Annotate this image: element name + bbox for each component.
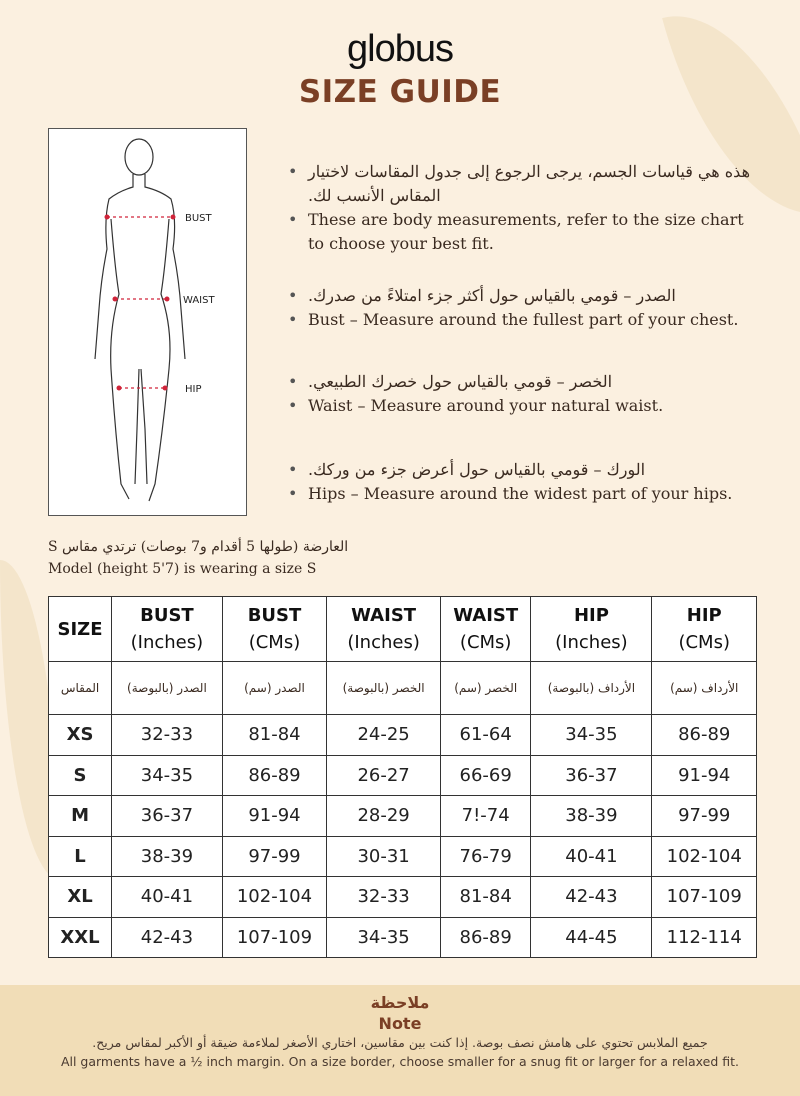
table-row <box>49 755 757 796</box>
column-header-title: SIZE <box>57 618 103 640</box>
measurement-instructions <box>288 160 758 534</box>
table-row <box>49 877 757 918</box>
measurement-cell: 34-35 <box>327 917 441 958</box>
measurement-cell: 112-114 <box>652 917 757 958</box>
instruction-ar: • هذه هي قياسات الجسم، يرجى الرجوع إلى جدول المقاسات لاختيار المقاس الأنسب لك. <box>288 160 758 208</box>
arabic-column-header: الصدر (سم) <box>222 662 326 715</box>
table-row <box>49 917 757 958</box>
measurement-cell: 40-41 <box>531 836 652 877</box>
measurement-cell: 26-27 <box>327 755 441 796</box>
measurement-cell: 38-39 <box>531 796 652 837</box>
measurement-cell: 97-99 <box>222 836 326 877</box>
measurement-cell: 91-94 <box>222 796 326 837</box>
model-info-ar: العارضة (طولها 5 أقدام و7 بوصات) ترتدي مقاس S <box>48 539 349 555</box>
note-text-ar: جميع الملابس تحتوي على هامش نصف بوصة. إذا كنت بين مقاسين، اختاري الأصغر لملاءمة ضيقة أو الأكبر لمقاس مريح. <box>92 1035 708 1050</box>
note-title-en: Note <box>378 1014 422 1033</box>
body-measurement-figure <box>48 128 247 516</box>
bust-label: BUST <box>185 213 212 224</box>
measurement-cell: 61-64 <box>441 715 531 756</box>
measurement-cell: 76-79 <box>441 836 531 877</box>
measurement-cell: 32-33 <box>327 877 441 918</box>
measurement-cell: 102-104 <box>652 836 757 877</box>
waist-instruction-ar: • الخصر – قومي بالقياس حول خصرك الطبيعي. <box>288 370 758 394</box>
arabic-header-row <box>49 662 757 715</box>
size-cell: L <box>49 836 112 877</box>
hip-label: HIP <box>185 384 202 395</box>
measurement-cell: 81-84 <box>441 877 531 918</box>
measurement-cell: 44-45 <box>531 917 652 958</box>
column-header-unit: (CMs) <box>678 632 730 653</box>
column-header <box>112 597 223 662</box>
measurement-cell: 86-89 <box>441 917 531 958</box>
measurement-cell: 30-31 <box>327 836 441 877</box>
table-row <box>49 715 757 756</box>
model-info-en: Model (height 5'7) is wearing a size S <box>48 561 317 577</box>
arabic-column-header: الأرداف (سم) <box>652 662 757 715</box>
size-cell: XS <box>49 715 112 756</box>
brand-logo: globus <box>347 28 453 70</box>
measurement-cell: 42-43 <box>112 917 223 958</box>
measurement-cell: 34-35 <box>531 715 652 756</box>
header-row <box>49 597 757 662</box>
size-chart-table <box>48 596 757 958</box>
measurement-cell: 34-35 <box>112 755 223 796</box>
measurement-cell: 97-99 <box>652 796 757 837</box>
table-row <box>49 836 757 877</box>
waist-instruction-en: • Waist – Measure around your natural waist. <box>288 394 758 418</box>
measurement-cell: 36-37 <box>531 755 652 796</box>
note-title-ar: ملاحظة <box>370 993 430 1012</box>
measurement-cell: 107-109 <box>222 917 326 958</box>
column-header-unit: (Inches) <box>555 632 628 653</box>
column-header <box>49 597 112 662</box>
note-section <box>0 985 800 1096</box>
measurement-cell: 42-43 <box>531 877 652 918</box>
column-header-unit: (Inches) <box>347 632 420 653</box>
column-header-title: WAIST <box>351 605 417 626</box>
column-header-title: WAIST <box>453 605 519 626</box>
measurement-cell: 86-89 <box>652 715 757 756</box>
measurement-cell: 40-41 <box>112 877 223 918</box>
size-cell: S <box>49 755 112 796</box>
measurement-cell: 7!-74 <box>441 796 531 837</box>
column-header-title: BUST <box>140 605 194 626</box>
measurement-cell: 28-29 <box>327 796 441 837</box>
hip-instruction-ar: • الورك – قومي بالقياس حول أعرض جزء من وركك. <box>288 458 758 482</box>
column-header-unit: (Inches) <box>130 632 204 653</box>
measurement-cell: 32-33 <box>112 715 223 756</box>
size-cell: XL <box>49 877 112 918</box>
column-header-unit: (CMs) <box>459 632 512 653</box>
arabic-column-header: الخصر (بالبوصة) <box>327 662 441 715</box>
arabic-column-header: الأرداف (بالبوصة) <box>531 662 652 715</box>
column-header <box>652 597 757 662</box>
column-header-title: BUST <box>247 605 302 626</box>
measurement-cell: 24-25 <box>327 715 441 756</box>
column-header-unit: (CMs) <box>248 632 301 653</box>
arabic-column-header: الصدر (بالبوصة) <box>112 662 223 715</box>
instruction-en: • These are body measurements, refer to the size chart to choose your best fit. <box>288 208 758 256</box>
model-info <box>48 536 348 580</box>
note-text-en: All garments have a ½ inch margin. On a size border, choose smaller for a snug fit or larger for a relaxed fit. <box>60 1054 740 1069</box>
measurement-cell: 86-89 <box>222 755 326 796</box>
column-header-title: HIP <box>686 605 722 626</box>
bust-instruction-ar: • الصدر – قومي بالقياس حول أكثر جزء امتلاءً من صدرك. <box>288 284 758 308</box>
measurement-cell: 81-84 <box>222 715 326 756</box>
measurement-cell: 36-37 <box>112 796 223 837</box>
arabic-column-header: المقاس <box>49 662 112 715</box>
size-cell: M <box>49 796 112 837</box>
table-row <box>49 796 757 837</box>
column-header <box>327 597 441 662</box>
measurement-cell: 107-109 <box>652 877 757 918</box>
arabic-column-header: الخصر (سم) <box>441 662 531 715</box>
column-header-title: HIP <box>573 605 609 626</box>
column-header <box>441 597 531 662</box>
column-header <box>222 597 326 662</box>
measurement-cell: 91-94 <box>652 755 757 796</box>
waist-label: WAIST <box>183 295 215 306</box>
bust-instruction-en: • Bust – Measure around the fullest part of your chest. <box>288 308 758 332</box>
measurement-cell: 66-69 <box>441 755 531 796</box>
column-header <box>531 597 652 662</box>
measurement-cell: 102-104 <box>222 877 326 918</box>
page-title: SIZE GUIDE <box>298 74 502 110</box>
hip-instruction-en: • Hips – Measure around the widest part of your hips. <box>288 482 758 506</box>
size-cell: XXL <box>49 917 112 958</box>
measurement-cell: 38-39 <box>112 836 223 877</box>
